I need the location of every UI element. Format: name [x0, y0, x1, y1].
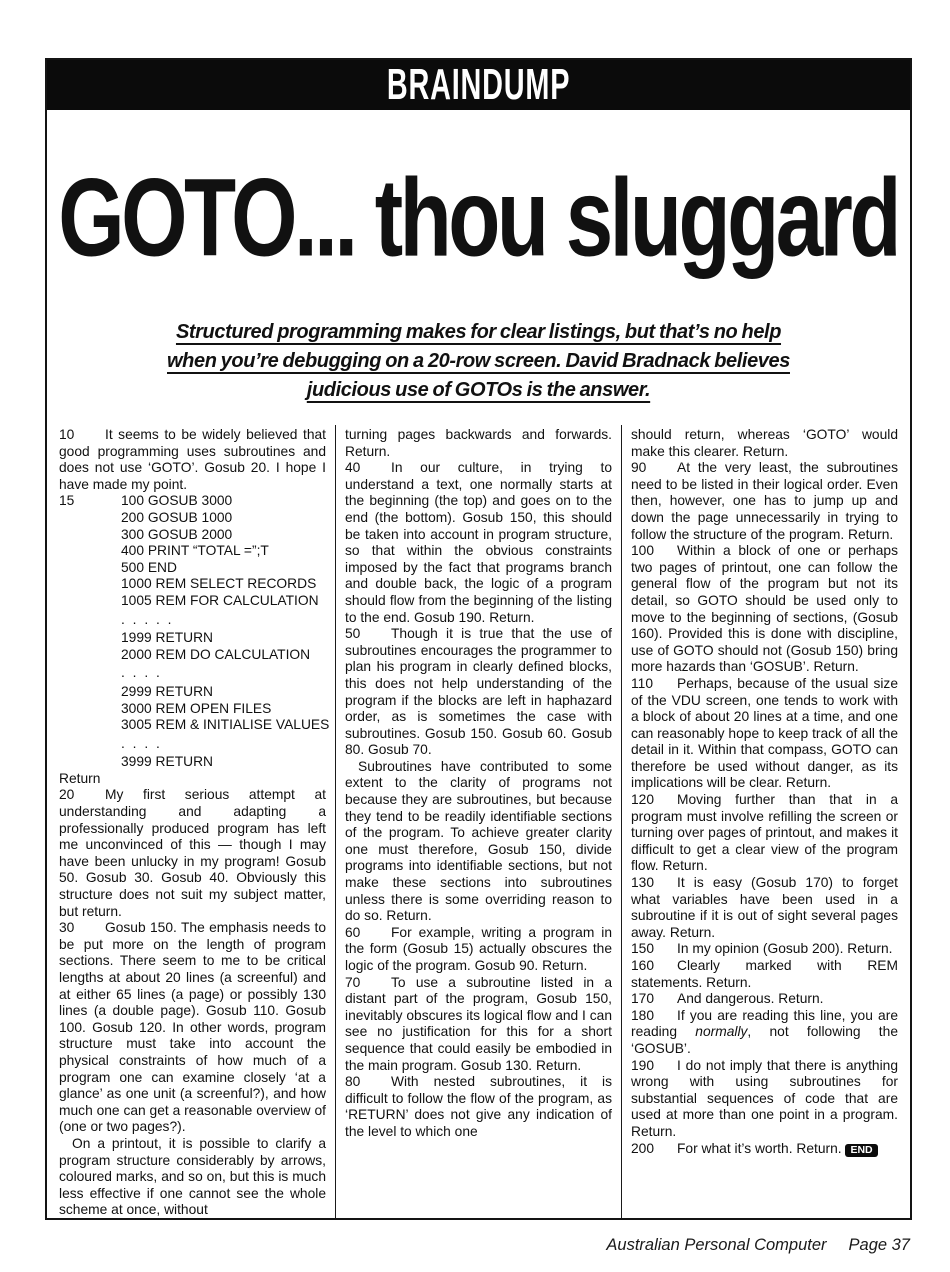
paragraph-110: 110 Perhaps, because of the usual size of the VDU screen, one tends to work with a block of about 20 lines at a time, and one can reasonably hope to keep track of all the detail in it. Within that compass, GOTO can therefore be used without danger, as its implications will be clear. Return.	[631, 675, 898, 791]
standfirst-line: Structured programming makes for clear listings, but that’s no help	[175, 321, 782, 343]
line-number: 180	[631, 1007, 655, 1023]
line-number: 100	[631, 543, 655, 559]
paragraph-90: 90 At the very least, the subroutines need to be listed in their logical order. Even then, however, one has to jump up and down the page unnecessarily in trying to follow the structure of the program. Return.	[631, 460, 898, 542]
line-number: 15	[59, 493, 75, 509]
line-number: 170	[631, 991, 655, 1007]
line-number: 200	[631, 1140, 655, 1156]
paragraph-160: 160 Clearly marked with REM statements. Return.	[631, 958, 898, 990]
paragraph-180: 180 If you are reading this line, you are reading normally, not following the ‘GOSUB’.	[631, 1007, 898, 1056]
kicker-label: BRAINDUMP	[386, 60, 571, 109]
page-number: Page 37	[848, 1236, 910, 1254]
line-number: 80	[345, 1074, 361, 1090]
line-number: 120	[631, 792, 655, 808]
line-number: 20	[59, 787, 75, 803]
line-number: 30	[59, 920, 75, 936]
paragraph-40: 40 In our culture, in trying to understand a text, one normally starts at the beginning (the top) and goes on to the end (the bottom). Gosub 150, this should be taken into account in program structure, so that within the obvious constraints imposed by the fact that programs branch and double back, the logic of a program should flow from the beginning of the listing to the end. Gosub 190. Return.	[345, 460, 612, 625]
paragraph: turning pages backwards and forwards. Return.	[345, 427, 612, 459]
standfirst-line: judicious use of GOTOs is the answer.	[306, 379, 651, 401]
paragraph-170: 170 And dangerous. Return.	[631, 991, 824, 1007]
article-headline: GOTO... thou sluggard	[58, 155, 899, 280]
paragraph-150: 150 In my opinion (Gosub 200). Return.	[631, 941, 893, 957]
page-footer	[606, 1236, 910, 1255]
paragraph-130: 130 It is easy (Gosub 170) to forget what variables have been used in a subroutine if it is out of sight several pages away. Return.	[631, 875, 898, 940]
paragraph: should return, whereas ‘GOTO’ would make this clearer. Return.	[631, 427, 898, 459]
line-number: 40	[345, 460, 361, 476]
line-number: 70	[345, 974, 361, 990]
headline-wrap	[47, 132, 910, 304]
line-number: 150	[631, 941, 655, 957]
kicker-bar	[47, 60, 910, 110]
code-listing	[59, 493, 330, 771]
paragraph: Subroutines have contributed to some extent to the clarity of programs not because they are subroutines, but because they tend to be readily identifiable sections of the program. To achieve greater clarity one must therefore, Gosub 150, divide programs into identifiable sections, but not make these sections into subroutines unless there is some overriding reason to do so. Return.	[345, 758, 612, 924]
paragraph: On a printout, it is possible to clarify a program structure considerably by arrows, coloured marks, and so on, but this is much less effective if one cannot see the whole scheme at once, without	[59, 1135, 326, 1218]
article-box	[45, 58, 912, 1220]
column-2	[336, 425, 622, 1218]
paragraph-20: 20 My first serious attempt at understanding and adapting a professionally produced program has left me unconvinced of this — though I may have been unlucky in my program! Gosub 50. Gosub 30. Gosub 40. Obviously this structure does not suit my subject matter, but return.	[59, 787, 326, 919]
paragraph-100: 100 Within a block of one or perhaps two pages of printout, one can follow the general flow of the program but not its detail, so GOTO should be used only to move to the beginning of sections, (Gosub 160). Provided this is done with discipline, use of GOTO should not (Gosub 150) bring more hazards than ‘GOSUB’. Return.	[631, 543, 898, 675]
paragraph-120: 120 Moving further than that in a program must involve refilling the screen or turning over pages of printout, and makes it difficult to get a clear view of the program flow. Return.	[631, 792, 898, 874]
line-number: 60	[345, 924, 361, 940]
column-3	[622, 425, 910, 1218]
paragraph-60: 60 For example, writing a program in the form (Gosub 15) actually obscures the logic of the program. Gosub 90. Return.	[345, 924, 612, 973]
column-1	[47, 425, 336, 1218]
line-number: 110	[631, 675, 653, 691]
paragraph-190: 190 I do not imply that there is anything wrong with using subroutines for substantial sequences of code that are used at more than one point in a program. Return.	[631, 1057, 898, 1139]
line-number: 160	[631, 958, 655, 973]
paragraph-80: 80 With nested subroutines, it is difficult to follow the flow of the program, as ‘RETURN’ does not give any indication of the level to which one	[345, 1074, 612, 1139]
line-number: 190	[631, 1057, 655, 1073]
paragraph: Return	[59, 770, 101, 786]
paragraph-30: 30 Gosub 150. The emphasis needs to be put more on the length of program sections. There seem to me to be critical lengths at about 20 lines (a screenful) and at either 65 lines (a page) or possibly 130 lines (a double page). Gosub 110. Gosub 100. Gosub 120. In other words, program structure must take into account the physical constraints of how much of a program one can examine closely ‘at a glance’ as one unit (a screenful?), and how much one can get a reasonable overview of (one or two pages?).	[59, 920, 326, 1135]
article-columns	[47, 425, 910, 1218]
line-number: 90	[631, 460, 647, 476]
line-number: 50	[345, 626, 361, 642]
code-lines: 100 GOSUB 3000 200 GOSUB 1000 300 GOSUB 2000 400 PRINT “TOTAL =”;T 500 END 1000 REM SELECT RECORDS 1005 REM FOR CALCULATION . . . . . 1999 RETURN 2000 REM DO CALCULATION . . . . 2999 RETURN 3000 REM OPEN FILES 3005 REM & INITIALISE VALUES . . . . 3999 RETURN	[121, 493, 330, 770]
paragraph-50: 50 Though it is true that the use of subroutines encourages the programmer to plan his program in clearly defined blocks, this does not help understanding of the program if the blocks are left in haphazard order, as is sometimes the case with subroutines. Gosub 150. Gosub 60. Gosub 80. Gosub 70.	[345, 626, 612, 758]
paragraph-10: 10 It seems to be widely believed that good programming uses subroutines and does not use ‘GOTO’. Gosub 20. I hope I have made my point.	[59, 427, 326, 492]
line-number: 130	[631, 875, 655, 891]
standfirst-line: when you’re debugging on a 20-row screen. David Bradnack believes	[167, 350, 790, 372]
end-marker: END	[845, 1144, 877, 1157]
paragraph-70: 70 To use a subroutine listed in a distant part of the program, Gosub 150, inevitably obscures its logical flow and I can see no justification for this for a short sequence that could easily be embodied in the main program. Gosub 130. Return.	[345, 974, 612, 1073]
line-number: 10	[59, 427, 75, 442]
magazine-name: Australian Personal Computer	[606, 1236, 827, 1254]
paragraph-200: 200 For what it’s worth. Return. END	[631, 1141, 898, 1158]
standfirst	[167, 318, 790, 405]
